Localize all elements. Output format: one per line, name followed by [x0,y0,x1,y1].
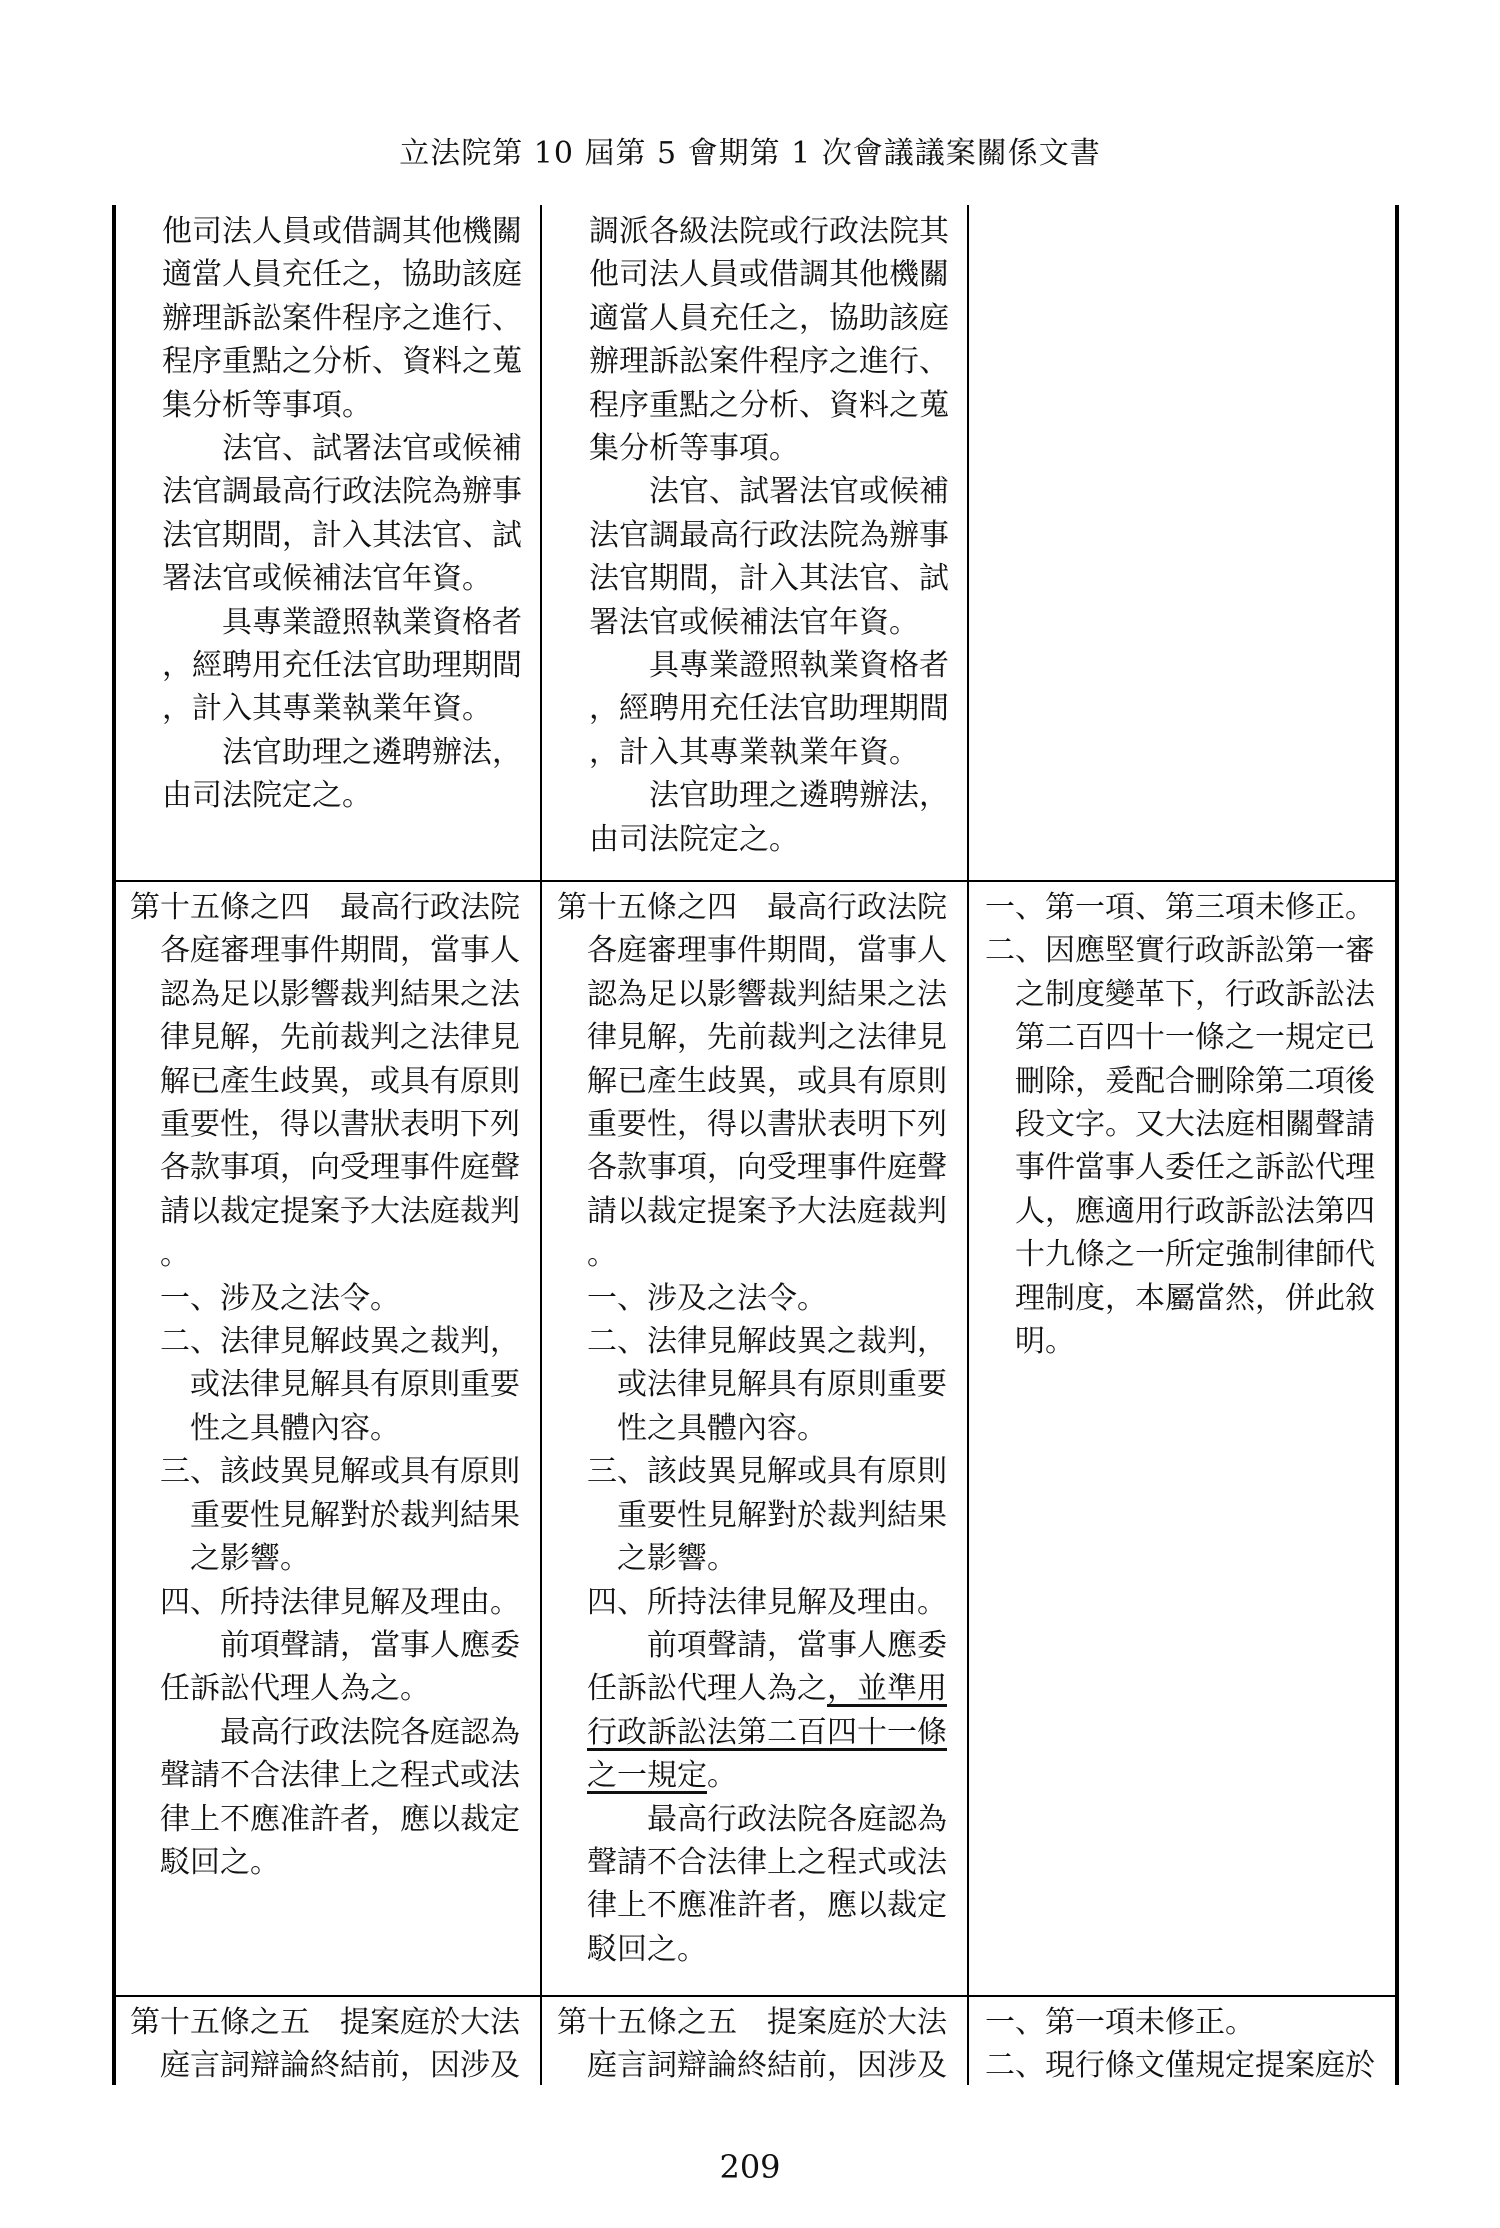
text-line: 律上不應准許者，應以裁定 [587,1888,947,1924]
text-line: ，計入其專業執業年資。 [162,691,492,727]
row3-right-cell [985,2001,1375,2088]
column-divider-1 [540,205,542,2085]
text-line: 律見解，先前裁判之法律見 [587,1020,947,1056]
text-line: 三、該歧異見解或具有原則 [160,1454,520,1490]
text-line: 法官、試署法官或候補 [222,431,522,467]
text-line: 認為足以影響裁判結果之法 [587,976,947,1012]
explanation-line: 十九條之一所定強制律師代 [1015,1237,1375,1273]
text-line: 各庭審理事件期間，當事人 [587,933,947,969]
text-line: 或法律見解具有原則重要 [617,1367,947,1403]
row1-middle-cell [559,210,949,861]
text-line [557,1711,947,1754]
text-line: 署法官或候補法官年資。 [162,561,492,597]
text-line: 請以裁定提案予大法庭裁判 [160,1193,520,1229]
text-line: 。 [160,1237,190,1273]
text-line: 具專業證照執業資格者 [222,604,522,640]
text-line: ，經聘用充任法官助理期間 [589,691,949,727]
row3-left-cell [130,2001,520,2088]
text-line: 性之具體內容。 [617,1410,827,1446]
text-line: 前項聲請，當事人應委 [220,1627,520,1663]
text-line: 調派各級法院或行政法院其 [589,214,949,249]
amended-text: 行政訴訟法第二百四十一條 [587,1714,947,1750]
row2-middle-cell [557,886,947,1971]
text-line: 法官助理之遴聘辦法， [222,734,522,770]
text-line: 一、涉及之法令。 [587,1280,827,1316]
text-line: 聲請不合法律上之程式或法 [587,1844,947,1880]
text-line: 一、涉及之法令。 [160,1280,400,1316]
text-line: 適當人員充任之，協助該庭 [589,300,949,336]
explanation-line: 人，應適用行政訴訟法第四 [1015,1193,1375,1229]
text-line: 法官調最高行政法院為辦事 [589,517,949,553]
text-line: 。 [587,1237,617,1273]
row2-left-cell [130,886,520,1884]
row1-left-cell [132,210,522,818]
page-number: 209 [719,2148,781,2186]
text-line: 最高行政法院各庭認為 [647,1801,947,1837]
text-line: 駁回之。 [587,1931,707,1967]
text-line: 署法官或候補法官年資。 [589,604,919,640]
text-line: 集分析等事項。 [589,431,799,467]
text-line: 各庭審理事件期間，當事人 [160,933,520,969]
text-line: 重要性，得以書狀表明下列 [587,1107,947,1143]
text-line: 辦理訴訟案件程序之進行、 [589,344,949,380]
text-line: 二、法律見解歧異之裁判， [160,1324,520,1360]
text-line: 重要性見解對於裁判結果 [190,1497,520,1533]
text-line: 三、該歧異見解或具有原則 [587,1454,947,1490]
article-title-line: 第十五條之五 提案庭於大法 [557,2005,947,2040]
text-line: 駁回之。 [160,1844,280,1880]
article-title-line: 第十五條之四 最高行政法院 [130,890,520,925]
explanation-line: 段文字。又大法庭相關聲請 [1015,1107,1375,1143]
text-line: 各款事項，向受理事件庭聲 [160,1150,520,1186]
text-line: 法官調最高行政法院為辦事 [162,474,522,510]
text-line: 二、法律見解歧異之裁判， [587,1324,947,1360]
article-title-line: 第十五條之五 提案庭於大法 [130,2005,520,2040]
text-line: 重要性，得以書狀表明下列 [160,1107,520,1143]
text-line [557,1667,947,1710]
text-line: 法官期間，計入其法官、試 [162,517,522,553]
text-line: 他司法人員或借調其他機關 [589,257,949,293]
text-line: 或法律見解具有原則重要 [190,1367,520,1403]
page-header: 立法院第 10 屆第 5 會期第 1 次會議議案關係文書 [399,136,1101,171]
text-line [557,1754,947,1797]
explanation-line: 刪除，爰配合刪除第二項後 [1015,1063,1375,1099]
text-line: 法官、試署法官或候補 [649,474,949,510]
row3-middle-cell [557,2001,947,2088]
article-title-line: 第十五條之四 最高行政法院 [557,890,947,925]
amended-text: 之一規定 [587,1758,707,1794]
explanation-line: 理制度，本屬當然，併此敘 [1015,1280,1375,1316]
explanation-line: 二、現行條文僅規定提案庭於 [985,2048,1375,2084]
text-line: 解已產生歧異，或具有原則 [160,1063,520,1099]
text-line: 由司法院定之。 [589,821,799,857]
text-line: 重要性見解對於裁判結果 [617,1497,947,1533]
explanation-line: 二、因應堅實行政訴訟第一審 [985,933,1375,969]
text-line: ，經聘用充任法官助理期間 [162,648,522,684]
text-line: 前項聲請，當事人應委 [647,1627,947,1663]
text-line: 程序重點之分析、資料之蒐 [589,387,949,423]
text-line: 之影響。 [617,1541,737,1577]
table-right-border [1395,205,1399,2085]
text-line: 他司法人員或借調其他機關 [162,214,522,249]
table-left-border [112,205,116,2085]
text-line: 律見解，先前裁判之法律見 [160,1020,520,1056]
text-line: 庭言詞辯論終結前，因涉及 [587,2048,947,2084]
row2-right-cell [985,886,1375,1363]
text-line: 認為足以影響裁判結果之法 [160,976,520,1012]
text-line: 法官期間，計入其法官、試 [589,561,949,597]
explanation-line: 明。 [1015,1324,1075,1360]
amended-text: ，並準用 [827,1671,947,1707]
text-line: 各款事項，向受理事件庭聲 [587,1150,947,1186]
explanation-line: 第二百四十一條之一規定已 [1015,1020,1375,1056]
explanation-line: 一、第一項、第三項未修正。 [985,890,1375,925]
text-line: 之影響。 [190,1541,310,1577]
text-line: 由司法院定之。 [162,778,372,814]
text-line: 法官助理之遴聘辦法， [649,778,949,814]
row-divider-2 [112,1995,1398,1997]
text-line: 任訴訟代理人為之。 [160,1671,430,1707]
text-line: 集分析等事項。 [162,387,372,423]
comparison-table [112,205,1398,2085]
text-line: 適當人員充任之，協助該庭 [162,257,522,293]
explanation-line: 事件當事人委任之訴訟代理 [1015,1150,1375,1186]
text-line: ，計入其專業執業年資。 [589,734,919,770]
explanation-line: 一、第一項未修正。 [985,2005,1255,2040]
text-line: 最高行政法院各庭認為 [220,1714,520,1750]
row-divider-1 [112,880,1398,882]
text-line: 四、所持法律見解及理由。 [587,1584,947,1620]
text-line: 四、所持法律見解及理由。 [160,1584,520,1620]
column-divider-2 [967,205,969,2085]
text-line: 聲請不合法律上之程式或法 [160,1758,520,1794]
text-line: 解已產生歧異，或具有原則 [587,1063,947,1099]
text-line: 請以裁定提案予大法庭裁判 [587,1193,947,1229]
text-segment: 任訴訟代理人為之 [587,1671,827,1707]
text-line: 庭言詞辯論終結前，因涉及 [160,2048,520,2084]
text-line: 程序重點之分析、資料之蒐 [162,344,522,380]
explanation-line: 之制度變革下，行政訴訟法 [1015,976,1375,1012]
text-line: 辦理訴訟案件程序之進行、 [162,300,522,336]
text-line: 具專業證照執業資格者 [649,648,949,684]
text-line: 律上不應准許者，應以裁定 [160,1801,520,1837]
text-line: 性之具體內容。 [190,1410,400,1446]
text-segment: 。 [707,1758,737,1794]
